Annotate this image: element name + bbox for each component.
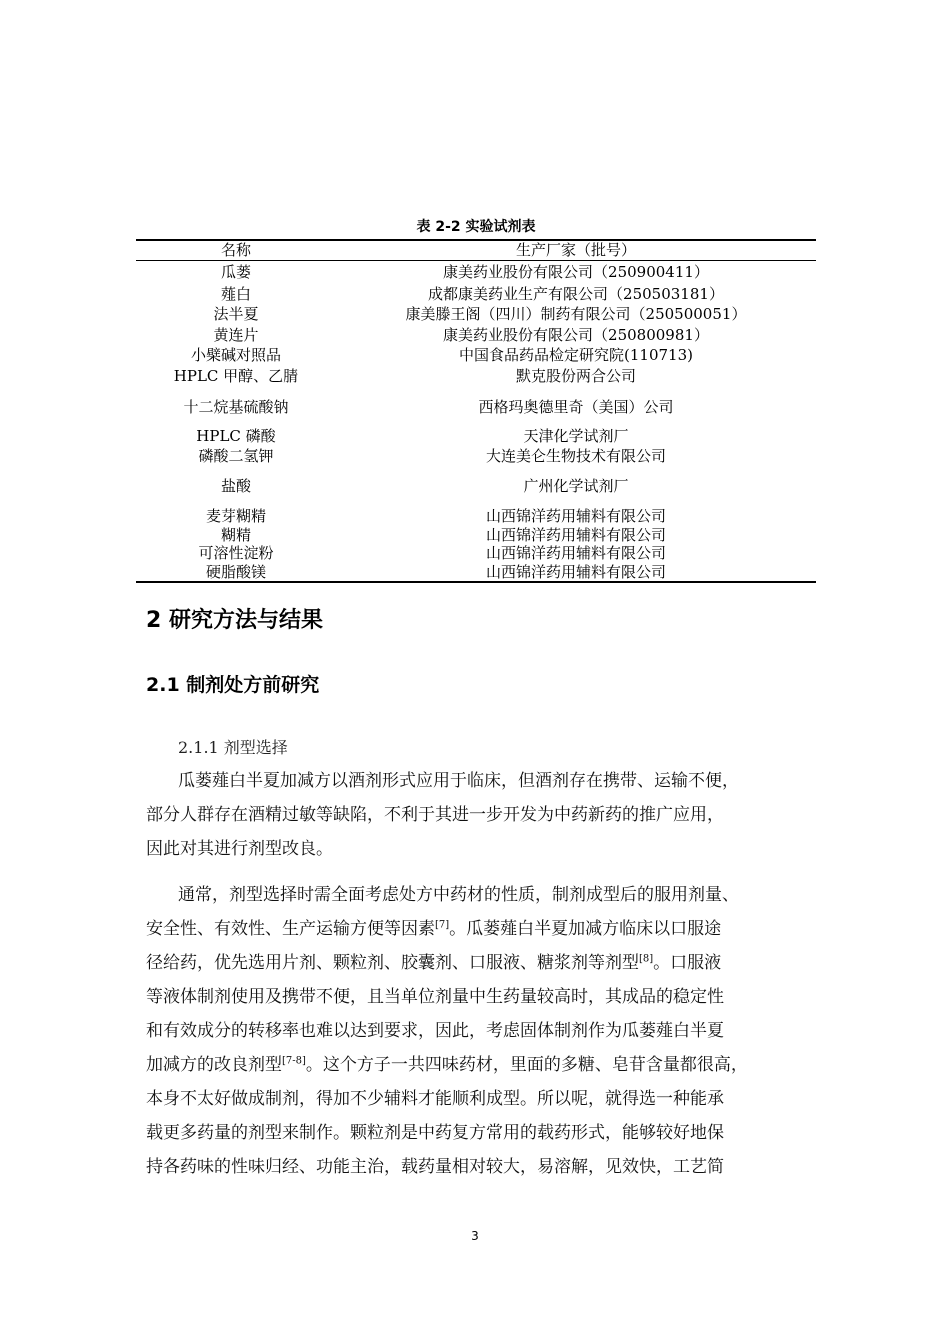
paragraph-line [146, 1048, 826, 1082]
citation-ref: [8] [639, 953, 654, 965]
subsubsection-heading: 2.1.1 剂型选择 [178, 738, 288, 757]
reagent-manufacturer: 康美药业股份有限公司（250800981） [443, 326, 709, 344]
paragraph-dosage-form-reason [146, 764, 826, 866]
section-heading: 2 研究方法与结果 [146, 608, 323, 633]
table-row [136, 345, 816, 365]
text-span: 。口服液 [653, 953, 722, 973]
paragraph-line: 和有效成分的转移率也难以达到要求，因此，考虑固体制剂作为瓜蒌薤白半夏 [146, 1021, 724, 1041]
table-row [136, 284, 816, 304]
reagent-name: HPLC 磷酸 [196, 427, 276, 445]
table-header-rule [136, 260, 816, 261]
reagent-name: 盐酸 [220, 477, 251, 495]
reagent-name: 瓜蒌 [220, 263, 251, 281]
text-span: 径给药，优先选用片剂、颗粒剂、胶囊剂、口服液、糖浆剂等剂型 [146, 953, 639, 973]
reagent-manufacturer: 大连美仑生物技术有限公司 [485, 447, 666, 465]
text-span: 。这个方子一共四味药材，里面的多糖、皂苷含量都很高， [305, 1055, 748, 1075]
paragraph-line: 因此对其进行剂型改良。 [146, 839, 333, 859]
reagent-manufacturer: 西格玛奥德里奇（美国）公司 [478, 398, 674, 416]
table-row [136, 543, 816, 563]
table-row [136, 476, 816, 496]
subsection-heading: 2.1 制剂处方前研究 [146, 674, 320, 696]
paragraph-line: 部分人群存在酒精过敏等缺陷，不利于其进一步开发为中药新药的推广应用， [146, 805, 724, 825]
table-row [136, 446, 816, 466]
paragraph-line: 通常，剂型选择时需全面考虑处方中药材的性质，制剂成型后的服用剂量、 [178, 885, 739, 905]
reagent-manufacturer: 天津化学试剂厂 [523, 427, 629, 445]
paragraph-line: 载更多药量的剂型来制作。颗粒剂是中药复方常用的载药形式，能够较好地保 [146, 1123, 724, 1143]
reagent-name: 磷酸二氢钾 [198, 447, 274, 465]
reagent-manufacturer: 默克股份两合公司 [515, 367, 636, 385]
text-span: 安全性、有效性、生产运输方便等因素 [146, 919, 435, 939]
reagent-manufacturer: 康美滕王阁（四川）制药有限公司（250500051） [405, 305, 747, 323]
header-manufacturer: 生产厂家（批号） [515, 241, 636, 259]
table-row [136, 506, 816, 526]
reagent-name: 可溶性淀粉 [198, 544, 274, 562]
table-row [136, 325, 816, 345]
table-row [136, 397, 816, 417]
paragraph-line [146, 912, 826, 946]
table-row [136, 262, 816, 282]
table-caption: 表 2-2 实验试剂表 [416, 219, 536, 235]
reagent-manufacturer: 山西锦洋药用辅料有限公司 [485, 507, 666, 525]
table-header-row [136, 240, 816, 260]
reagent-name: 小檗碱对照品 [190, 346, 281, 364]
table-row [136, 562, 816, 582]
page-number: 3 [471, 1229, 479, 1243]
paragraph-line [146, 946, 826, 980]
reagent-manufacturer: 山西锦洋药用辅料有限公司 [485, 526, 666, 544]
reagent-manufacturer: 康美药业股份有限公司（250900411） [443, 263, 709, 281]
reagent-name: 硬脂酸镁 [205, 563, 266, 581]
reagent-name: 薤白 [220, 285, 251, 303]
reagent-manufacturer: 广州化学试剂厂 [523, 477, 629, 495]
paragraph-line: 本身不太好做成制剂，得加不少辅料才能顺利成型。所以呢，就得选一种能承 [146, 1089, 724, 1109]
citation-ref: [7-8] [282, 1055, 306, 1067]
text-span: 。瓜蒌薤白半夏加减方临床以口服途 [449, 919, 722, 939]
table-row [136, 525, 816, 545]
reagent-manufacturer: 中国食品药品检定研究院(110713) [459, 346, 693, 364]
reagent-name: 十二烷基硫酸钠 [183, 398, 289, 416]
reagent-manufacturer: 成都康美药业生产有限公司（250503181） [428, 285, 724, 303]
paragraph-line: 瓜蒌薤白半夏加减方以酒剂形式应用于临床，但酒剂存在携带、运输不便， [178, 771, 739, 791]
reagent-name: 麦芽糊精 [205, 507, 266, 525]
reagent-name: HPLC 甲醇、乙腈 [173, 367, 299, 385]
text-span: 加减方的改良剂型 [146, 1055, 282, 1075]
table-row [136, 426, 816, 446]
reagent-name: 黄连片 [213, 326, 259, 344]
paragraph-dosage-form-selection [146, 878, 826, 1184]
paragraph-line: 等液体制剂使用及携带不便，且当单位剂量中生药量较高时，其成品的稳定性 [146, 987, 724, 1007]
reagent-name: 糊精 [220, 526, 251, 544]
paragraph-line: 持各药味的性味归经、功能主治，载药量相对较大，易溶解，见效快，工艺简 [146, 1157, 724, 1177]
reagent-name: 法半夏 [213, 305, 259, 323]
table-row [136, 304, 816, 324]
header-name: 名称 [220, 241, 251, 259]
table-row [136, 366, 816, 386]
citation-ref: [7] [435, 919, 450, 931]
reagent-manufacturer: 山西锦洋药用辅料有限公司 [485, 563, 666, 581]
reagent-manufacturer: 山西锦洋药用辅料有限公司 [485, 544, 666, 562]
